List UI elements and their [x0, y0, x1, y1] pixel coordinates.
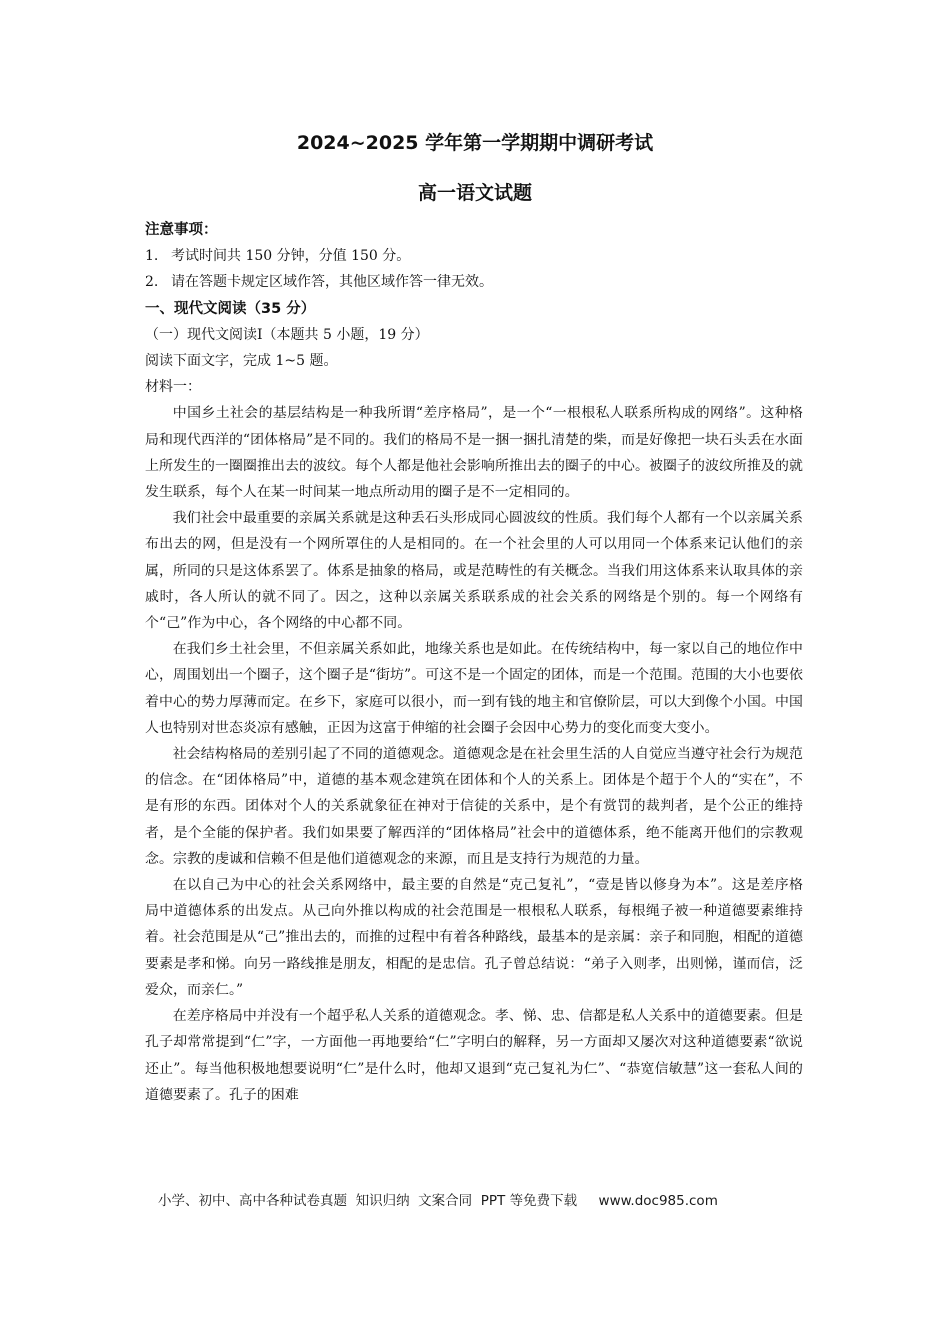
material-paragraph: 中国乡土社会的基层结构是一种我所谓“差序格局”，是一个“一根根私人联系所构成的网络”。这种格局和现代西洋的“团体格局”是不同的。我们的格局不是一捆一捆扎清楚的柴，而是好像把一块石头丢在水面上所发生的一圈圈推出去的波纹。每个人都是他社会影响所推出去的圈子的中心。被圈子的波纹所推及的就发生联系，每个人在某一时间某一地点所动用的圈子是不一定相同的。 — [145, 405, 803, 501]
notice-item — [145, 269, 803, 295]
exam-title: 2024~2025 学年第一学期期中调研考试 — [296, 132, 654, 154]
material-paragraph: 在我们乡土社会里，不但亲属关系如此，地缘关系也是如此。在传统结构中，每一家以自己的地位作中心，周围划出一个圈子，这个圈子是“街坊”。可这不是一个固定的团体，而是一个范围。范围的大小也要依着中心的势力厚薄而定。在乡下，家庭可以很小，而一到有钱的地主和官僚阶层，可以大到像个小国。中国人也特别对世态炎凉有感触，正因为这富于伸缩的社会圈子会因中心势力的变化而变大变小。 — [145, 641, 803, 736]
material-paragraph: 在差序格局中并没有一个超乎私人关系的道德观念。孝、悌、忠、信都是私人关系中的道德要素。但是孔子却常常提到“仁”字，一方面他一再地要给“仁”字明白的解释，另一方面却又屡次对这种道德要素“欲说还止”。每当他积极地想要说明“仁”是什么时，他却又退到“克己复礼为仁”、“恭宽信敏慧”这一套私人间的道德要素了。孔子的困难 — [145, 1008, 803, 1103]
notice-item — [145, 243, 803, 269]
material-label: 材料一： — [145, 379, 201, 396]
exam-subtitle: 高一语文试题 — [417, 182, 532, 204]
material-paragraph: 社会结构格局的差别引起了不同的道德观念。道德观念是在社会里生活的人自觉应当遵守社会行为规范的信念。在“团体格局”中，道德的基本观念建筑在团体和个人的关系上。团体是个超于个人的“实在”，不是有形的东西。团体对个人的关系就象征在神对于信徒的关系中，是个有赏罚的裁判者，是个公正的维持者，是个全能的保护者。我们如果要了解西洋的“团体格局”社会中的道德体系，绝不能离开他们的宗教观念。宗教的虔诚和信赖不但是他们道德观念的来源，而且是支持行为规范的力量。 — [145, 746, 803, 867]
page-footer: 小学、初中、高中各种试卷真题 知识归纳 文案合同 PPT 等免费下载 www.doc985.com — [158, 1193, 718, 1209]
notice-item-text: 考试时间共 150 分钟，分值 150 分。 — [171, 248, 411, 265]
exam-content — [145, 217, 803, 1108]
notice-item-text: 请在答题卡规定区域作答，其他区域作答一律无效。 — [171, 274, 493, 291]
section-instruction: 阅读下面文字，完成 1~5 题。 — [145, 353, 338, 370]
notice-item-number: 1. — [145, 248, 159, 265]
notice-item-number: 2. — [145, 274, 159, 291]
material-paragraph: 我们社会中最重要的亲属关系就是这种丢石头形成同心圆波纹的性质。我们每个人都有一个以亲属关系布出去的网，但是没有一个网所罩住的人是相同的。在一个社会里的人可以用同一个体系来记认他们的亲属，所同的只是这体系罢了。体系是抽象的格局，或是范畴性的有关概念。当我们用这体系来认取具体的亲戚时，各人所认的就不同了。因之，这种以亲属关系联系成的社会关系的网络是个别的。每一个网络有个“己”作为中心，各个网络的中心都不同。 — [145, 510, 803, 632]
material-paragraph: 在以自己为中心的社会关系网络中，最主要的自然是“克己复礼”，“壹是皆以修身为本”。这是差序格局中道德体系的出发点。从己向外推以构成的社会范围是一根根私人联系，每根绳子被一种道德要素维持着。社会范围是从“己”推出去的，而推的过程中有着各种路线，最基本的是亲属：亲子和同胞，相配的道德要素是孝和悌。向另一路线推是朋友，相配的是忠信。孔子曾总结说：“弟子入则孝，出则悌，谨而信，泛爱众，而亲仁。” — [145, 877, 803, 998]
section-subheading: （一）现代文阅读Ⅰ（本题共 5 小题，19 分） — [145, 326, 429, 343]
section-heading: 一、现代文阅读（35 分） — [145, 300, 316, 317]
notice-heading: 注意事项： — [145, 222, 218, 238]
